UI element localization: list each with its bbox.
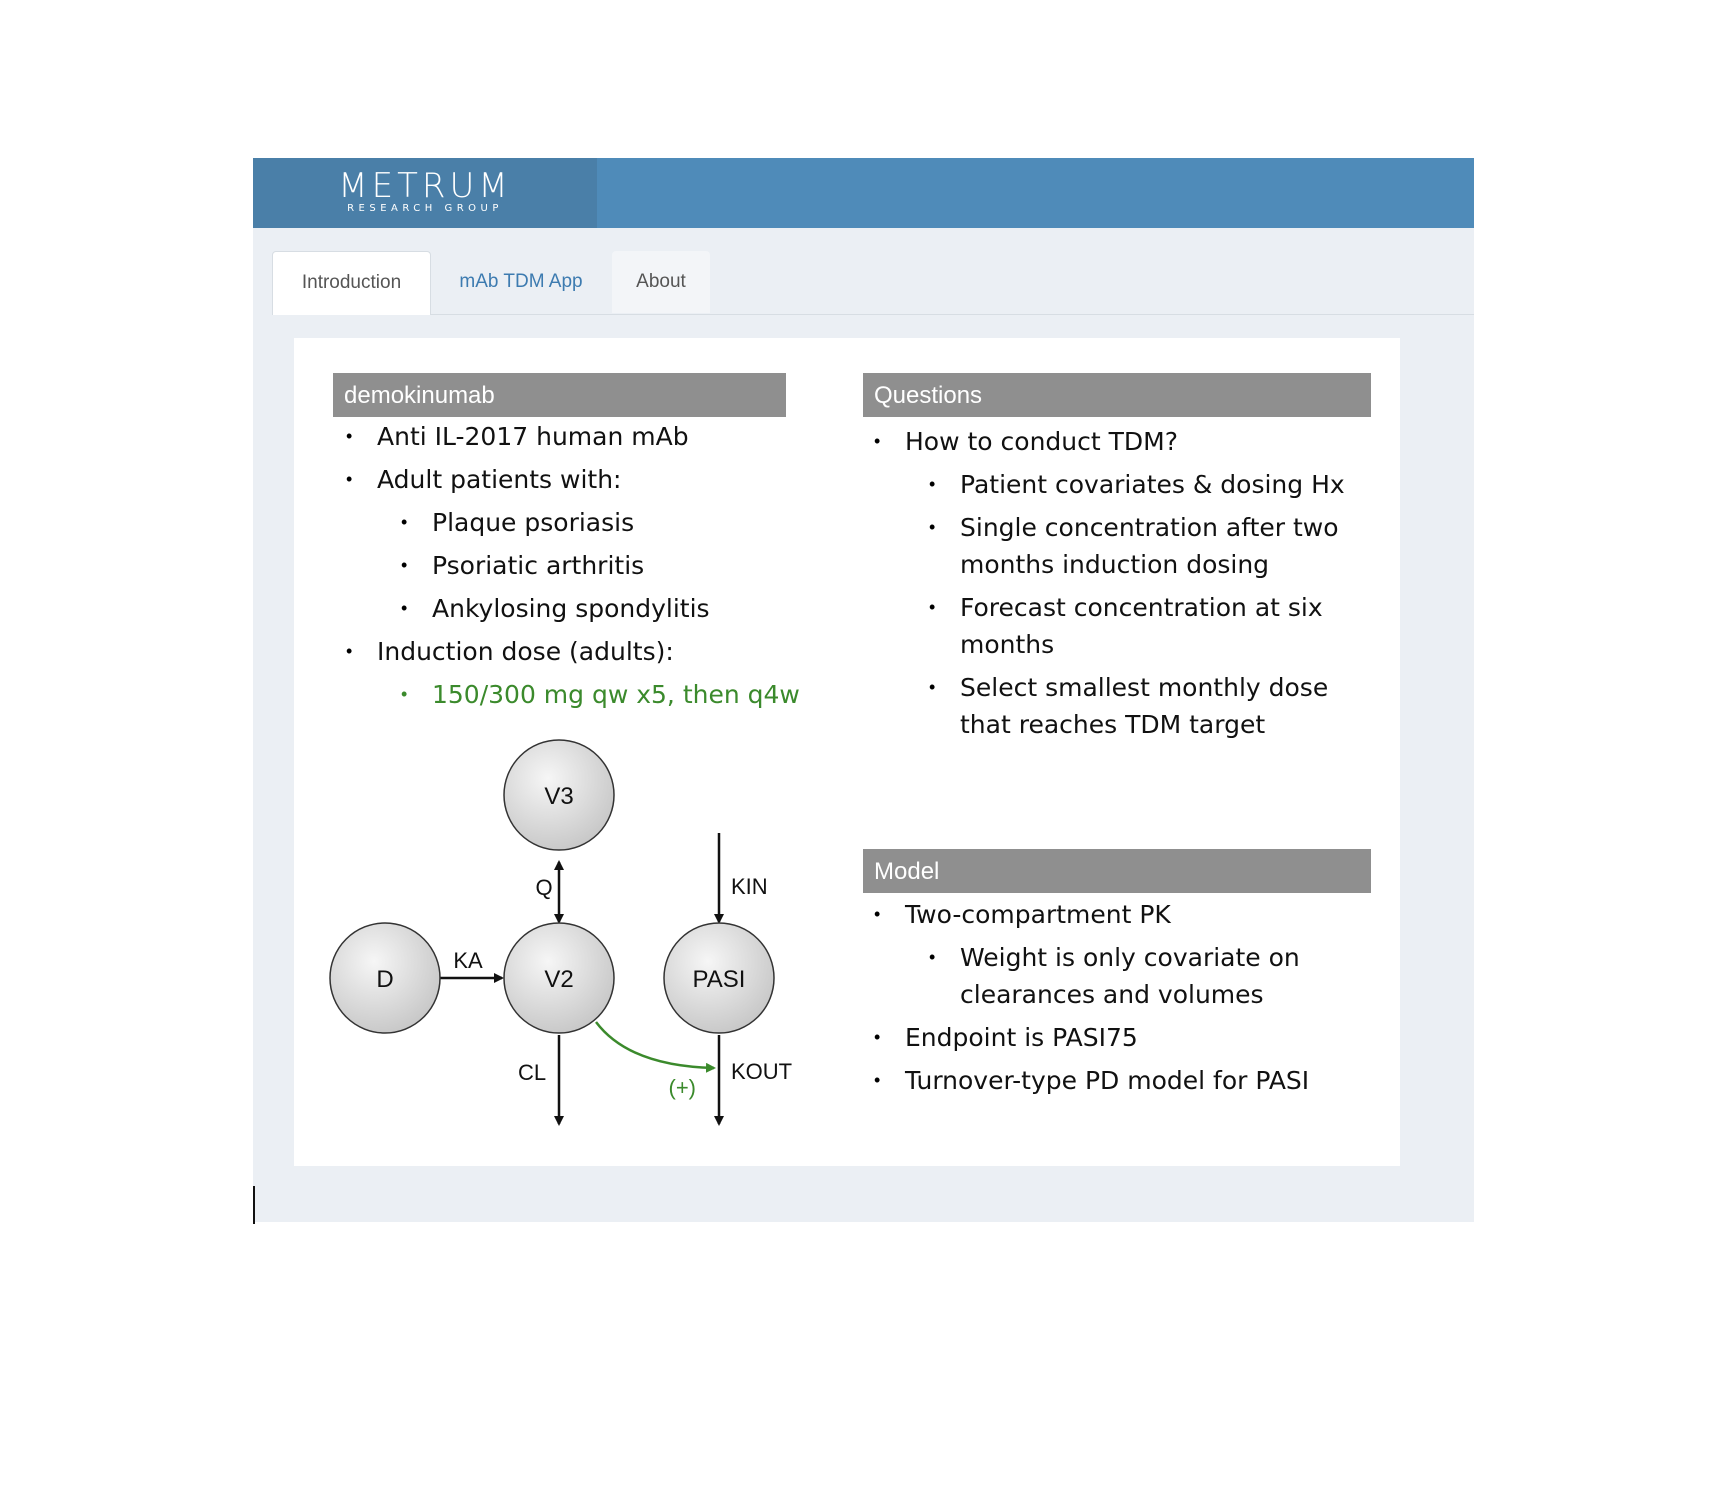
bullet-text: Plaque psoriasis: [432, 508, 635, 537]
q-label: Q: [535, 875, 553, 900]
app-container: [253, 158, 1474, 1222]
bullet-text: Single concentration after two: [960, 513, 1339, 542]
demokinumab-header: demokinumab: [333, 373, 786, 417]
bullet-text: Select smallest monthly dose: [960, 673, 1329, 702]
bullet-text: Weight is only covariate on: [960, 943, 1300, 972]
bullet-dot: •: [929, 517, 936, 537]
text-cursor: [253, 1186, 255, 1224]
bullet-dot: •: [874, 1027, 881, 1047]
header-bar: [253, 158, 1474, 228]
bullet-dot: •: [874, 1070, 881, 1090]
bullet-dot: •: [346, 641, 353, 661]
bullet-dot: •: [929, 597, 936, 617]
cl-label: CL: [517, 1060, 547, 1085]
ka-label: KA: [453, 948, 483, 973]
bullet-text: months: [960, 630, 1055, 659]
bullet-text: Endpoint is PASI75: [905, 1023, 1138, 1052]
node-v2: [504, 923, 614, 1033]
bullet-dot: •: [401, 684, 408, 704]
bullet-text: Patient covariates & dosing Hx: [960, 470, 1345, 499]
node-d-label: D: [376, 966, 394, 993]
bullet-text: How to conduct TDM?: [905, 427, 1178, 456]
node-pasi-label: PASI: [692, 966, 746, 993]
bullet-text: Psoriatic arthritis: [432, 551, 645, 580]
bullet-dot: •: [874, 431, 881, 451]
bullet-text: Two-compartment PK: [905, 900, 1171, 929]
logo-subtitle: RESEARCH GROUP: [347, 203, 503, 214]
bullet-text: months induction dosing: [960, 550, 1270, 579]
bullet-dot: •: [346, 426, 353, 446]
kout-label: KOUT: [731, 1059, 793, 1084]
tab-about[interactable]: About: [612, 251, 710, 313]
bullet-dot: •: [929, 474, 936, 494]
bullet-dot: •: [346, 469, 353, 489]
bullet-text: Forecast concentration at six: [960, 593, 1323, 622]
bullet-text: clearances and volumes: [960, 980, 1264, 1009]
bullet-dot: •: [874, 904, 881, 924]
bullet-dot: •: [929, 677, 936, 697]
bullet-text: that reaches TDM target: [960, 710, 1266, 739]
tab-bar: [272, 251, 1474, 315]
stimulation-label: (+): [668, 1075, 696, 1100]
bullet-dot: •: [401, 598, 408, 618]
logo-text: METRUM: [338, 166, 512, 206]
bullet-text: Anti IL-2017 human mAb: [377, 422, 689, 451]
pkpd-model-diagram: [294, 338, 1400, 1166]
bullet-text: Turnover-type PD model for PASI: [905, 1066, 1310, 1095]
bullet-text: Induction dose (adults):: [377, 637, 674, 666]
node-d: [330, 923, 440, 1033]
logo: [253, 158, 597, 228]
tab-mab-tdm-app[interactable]: mAb TDM App: [459, 271, 583, 292]
questions-header: Questions: [863, 373, 1371, 417]
node-v3-label: V3: [544, 783, 574, 810]
model-header: Model: [863, 849, 1371, 893]
node-v2-label: V2: [544, 966, 574, 993]
bullet-text: Adult patients with:: [377, 465, 622, 494]
node-pasi: [664, 923, 774, 1033]
bullet-dot: •: [401, 512, 408, 532]
bullet-dot: •: [929, 947, 936, 967]
tab-introduction[interactable]: Introduction: [272, 251, 431, 315]
bullet-text: 150/300 mg qw x5, then q4w: [432, 680, 800, 709]
kin-label: KIN: [731, 874, 768, 899]
bullet-dot: •: [401, 555, 408, 575]
intro-slide-image: [294, 338, 1400, 1166]
bullet-text: Ankylosing spondylitis: [432, 594, 710, 623]
node-v3: [504, 740, 614, 850]
